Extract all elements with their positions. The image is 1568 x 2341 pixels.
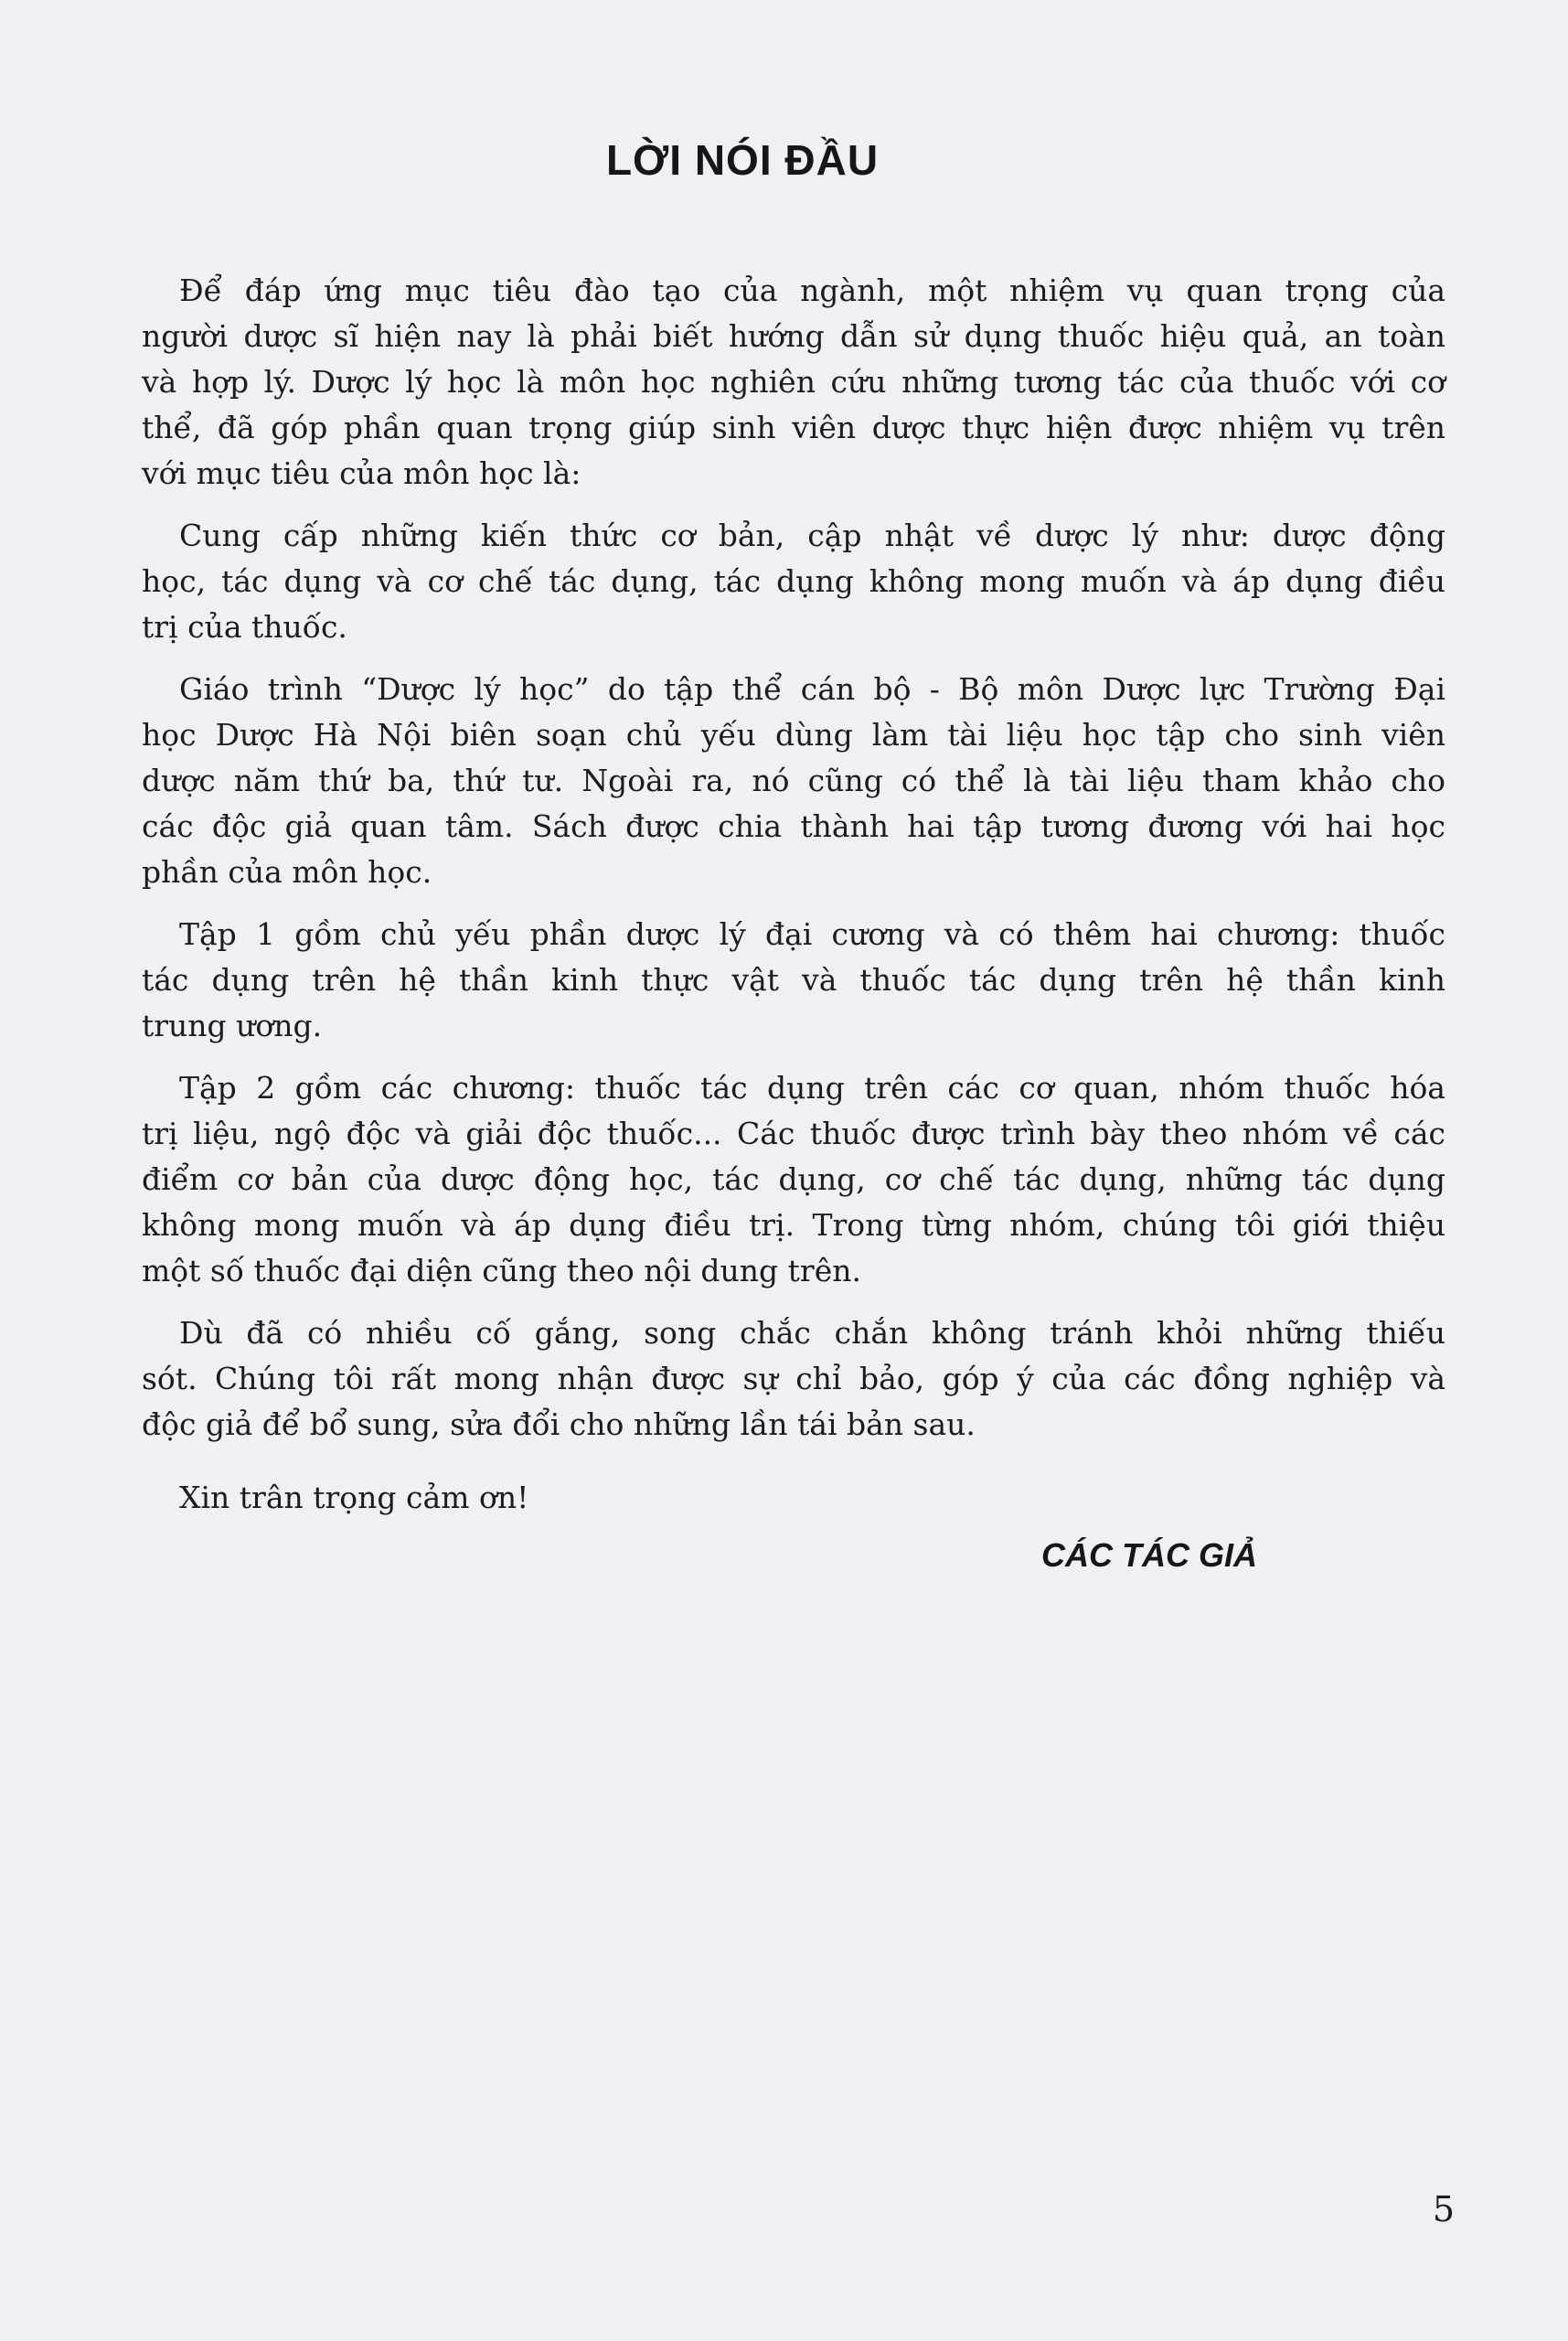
text-line: người dược sĩ hiện nay là phải biết hướng dẫn sử dụng thuốc hiệu quả, an toàn xyxy=(142,318,1445,354)
paragraph-1 xyxy=(142,268,1445,497)
text-line: các độc giả quan tâm. Sách được chia thành hai tập tương đương với hai học xyxy=(142,808,1445,844)
text-line: học Dược Hà Nội biên soạn chủ yếu dùng làm tài liệu học tập cho sinh viên xyxy=(142,717,1445,753)
page-title: LỜI NÓI ĐẦU xyxy=(605,136,880,184)
text-line: điểm cơ bản của dược động học, tác dụng, cơ chế tác dụng, những tác dụng xyxy=(142,1161,1445,1197)
text-line: trị liệu, ngộ độc và giải độc thuốc... Các thuốc được trình bày theo nhóm về các xyxy=(142,1116,1445,1151)
page-number: 5 xyxy=(1432,2189,1456,2229)
preface-body xyxy=(142,268,1445,1521)
authors-signature: CÁC TÁC GIẢ xyxy=(1041,1536,1257,1574)
paragraph-3 xyxy=(142,667,1445,895)
text-line: Giáo trình “Dược lý học” do tập thể cán bộ - Bộ môn Dược lực Trường Đại xyxy=(179,671,1445,707)
text-line: với mục tiêu của môn học là: xyxy=(142,455,581,491)
text-line: học, tác dụng và cơ chế tác dụng, tác dụng không mong muốn và áp dụng điều xyxy=(142,563,1445,599)
text-line: Tập 1 gồm chủ yếu phần dược lý đại cương và có thêm hai chương: thuốc xyxy=(179,916,1445,952)
paragraph-6 xyxy=(142,1310,1445,1448)
text-line: và hợp lý. Dược lý học là môn học nghiên cứu những tương tác của thuốc với cơ xyxy=(142,364,1445,400)
closing-line: Xin trân trọng cảm ơn! xyxy=(179,1480,529,1515)
text-line: dược năm thứ ba, thứ tư. Ngoài ra, nó cũng có thể là tài liệu tham khảo cho xyxy=(142,763,1445,798)
text-line: trị của thuốc. xyxy=(142,609,347,645)
text-line: Dù đã có nhiều cố gắng, song chắc chắn không tránh khỏi những thiếu xyxy=(179,1315,1445,1351)
text-line: trung ương. xyxy=(142,1008,323,1043)
text-line: Cung cấp những kiến thức cơ bản, cập nhật về dược lý như: dược động xyxy=(179,518,1445,553)
text-line: thể, đã góp phần quan trọng giúp sinh viên dược thực hiện được nhiệm vụ trên xyxy=(142,410,1445,445)
paragraph-2 xyxy=(142,513,1445,650)
text-line: độc giả để bổ sung, sửa đổi cho những lần tái bản sau. xyxy=(142,1406,976,1442)
text-line: không mong muốn và áp dụng điều trị. Trong từng nhóm, chúng tôi giới thiệu xyxy=(142,1207,1445,1243)
paragraph-4 xyxy=(142,912,1445,1049)
text-line: tác dụng trên hệ thần kinh thực vật và thuốc tác dụng trên hệ thần kinh xyxy=(142,962,1445,998)
text-line: một số thuốc đại diện cũng theo nội dung trên. xyxy=(142,1253,861,1288)
text-line: phần của môn học. xyxy=(142,854,432,890)
text-line: Tập 2 gồm các chương: thuốc tác dụng trên các cơ quan, nhóm thuốc hóa xyxy=(179,1070,1445,1106)
text-line: sót. Chúng tôi rất mong nhận được sự chỉ bảo, góp ý của các đồng nghiệp và xyxy=(142,1361,1445,1396)
text-line: Để đáp ứng mục tiêu đào tạo của ngành, một nhiệm vụ quan trọng của xyxy=(179,273,1445,308)
paragraph-5 xyxy=(142,1065,1445,1294)
